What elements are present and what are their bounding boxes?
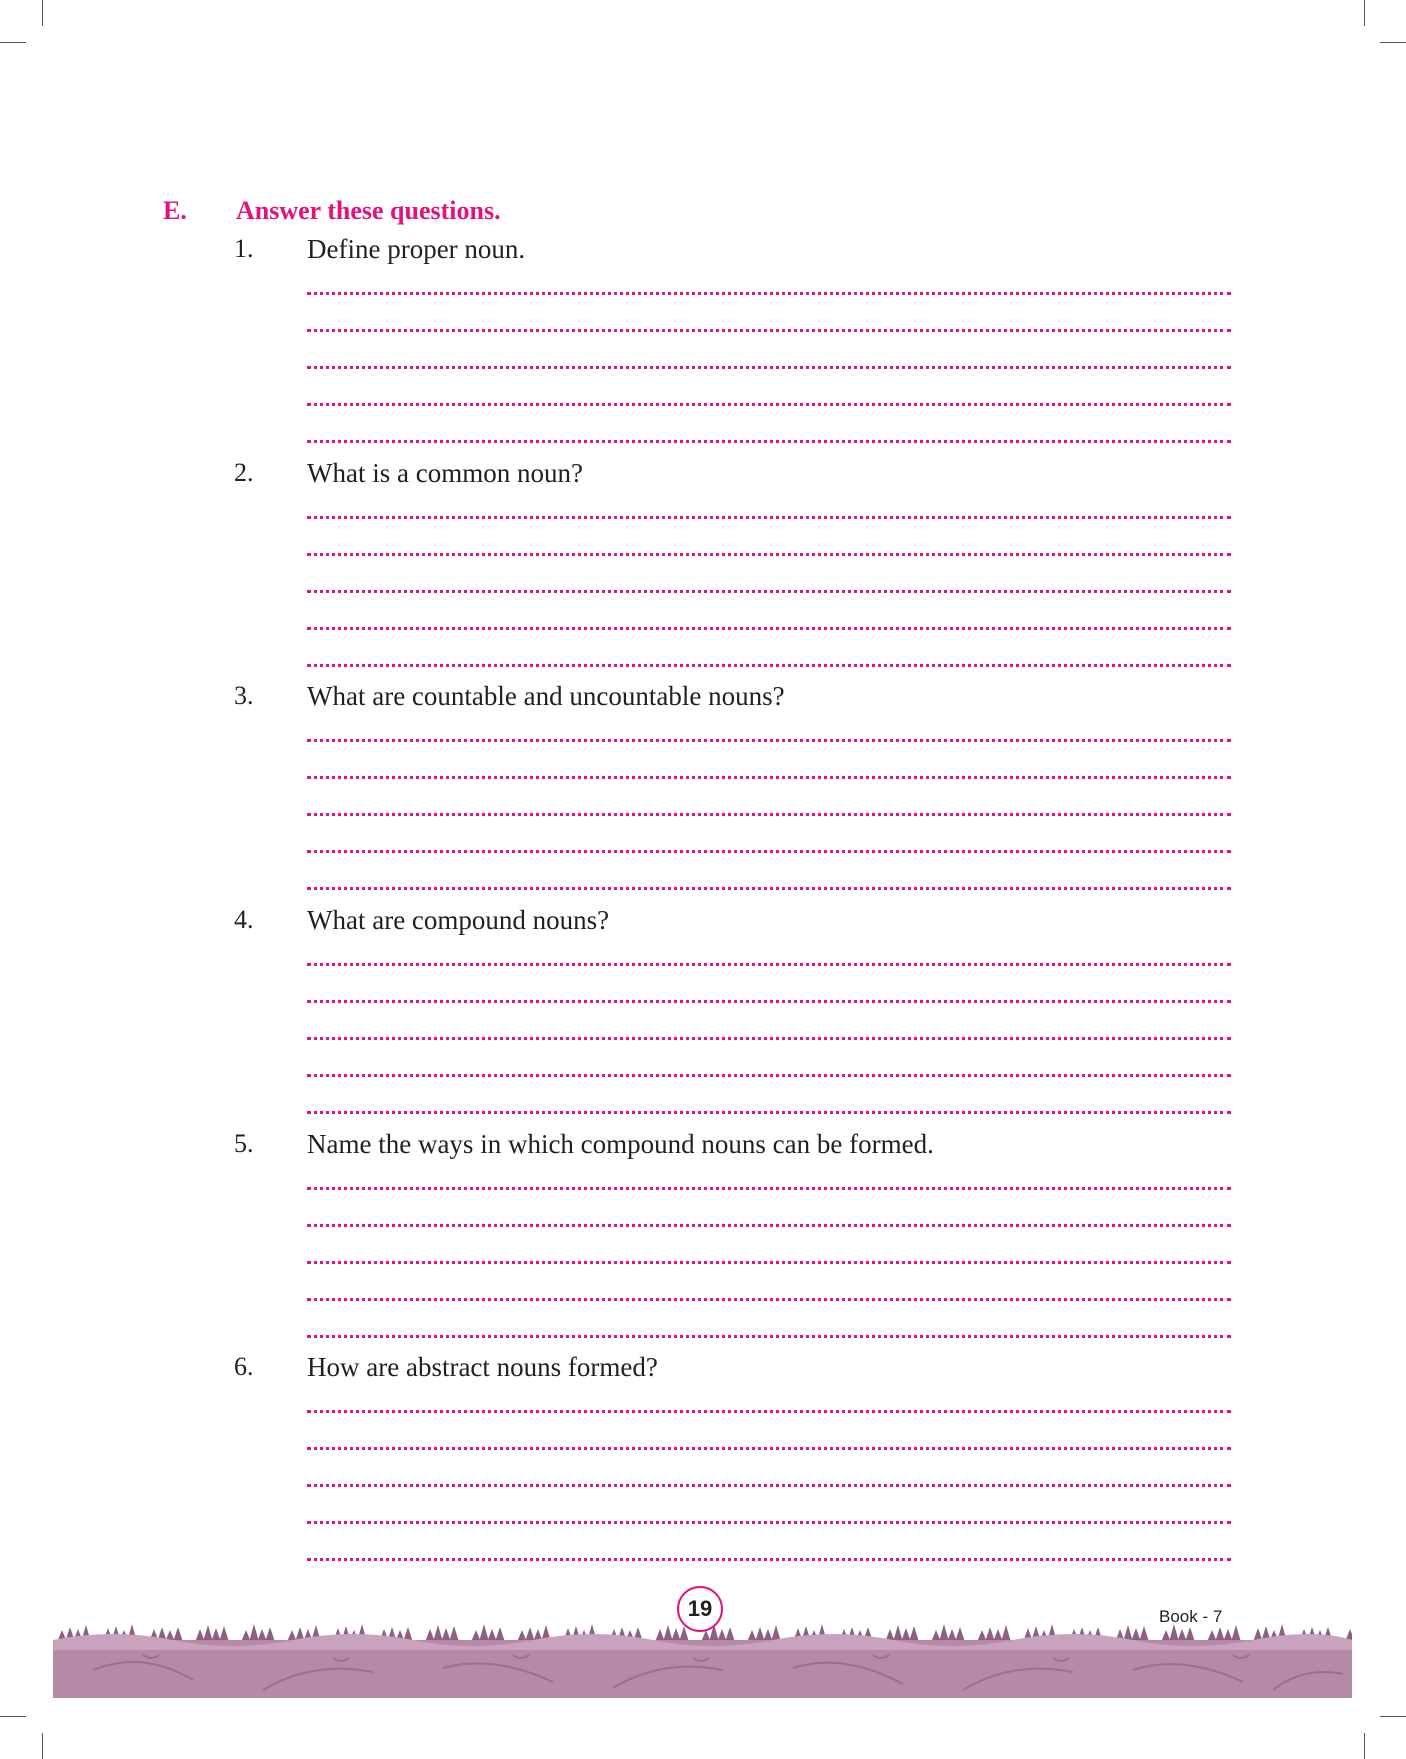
tree-icon (1001, 1625, 1011, 1642)
tree-icon (1139, 1626, 1149, 1642)
crop-mark (1364, 1733, 1365, 1759)
answer-line[interactable] (307, 627, 1231, 630)
answer-line[interactable] (307, 1521, 1231, 1524)
section-title: Answer these questions. (236, 196, 501, 225)
tree-icon (663, 1625, 673, 1642)
tree-icon (495, 1627, 505, 1642)
question-number: 6. (234, 1352, 254, 1381)
answer-line[interactable] (307, 664, 1231, 667)
answer-line[interactable] (307, 963, 1231, 966)
crop-mark (1380, 1716, 1406, 1717)
tree-icon (909, 1626, 919, 1642)
tree-icon (1215, 1627, 1225, 1642)
tree-icon (671, 1628, 681, 1642)
answer-line[interactable] (307, 329, 1231, 332)
section-letter: E. (163, 196, 187, 225)
answer-line[interactable] (307, 1074, 1231, 1077)
crop-mark (1380, 42, 1406, 43)
tree-icon (249, 1624, 259, 1642)
answer-line[interactable] (307, 1335, 1231, 1338)
tree-icon (901, 1628, 911, 1642)
tree-icon (955, 1627, 965, 1642)
answer-line[interactable] (307, 887, 1231, 890)
tree-icon (893, 1625, 903, 1642)
question-text: What are compound nouns? (307, 905, 610, 935)
question-number: 2. (234, 458, 254, 487)
answer-line[interactable] (307, 1187, 1231, 1190)
tree-icon (211, 1628, 221, 1642)
question-text: How are abstract nouns formed? (307, 1352, 658, 1382)
answer-line[interactable] (307, 553, 1231, 556)
book-label: Book - 7 (1159, 1607, 1223, 1626)
crop-mark (42, 1733, 43, 1759)
question-4 (0, 905, 1406, 1125)
answer-line[interactable] (307, 1000, 1231, 1003)
question-number: 5. (234, 1129, 254, 1158)
answer-line[interactable] (307, 1558, 1231, 1561)
crop-mark (1364, 0, 1365, 26)
answer-line[interactable] (307, 739, 1231, 742)
tree-icon (441, 1628, 451, 1642)
question-6 (0, 1352, 1406, 1572)
answer-line[interactable] (307, 1037, 1231, 1040)
answer-line[interactable] (307, 850, 1231, 853)
question-text: What are countable and uncountable nouns? (307, 681, 785, 711)
tree-icon (525, 1627, 535, 1642)
tree-icon (1185, 1627, 1195, 1642)
answer-line[interactable] (307, 590, 1231, 593)
answer-line[interactable] (307, 813, 1231, 816)
answer-line[interactable] (307, 292, 1231, 295)
answer-line[interactable] (307, 1484, 1231, 1487)
tree-icon (725, 1627, 735, 1642)
question-number: 4. (234, 905, 254, 934)
question-number: 1. (234, 234, 254, 263)
answer-line[interactable] (307, 1111, 1231, 1114)
answer-line[interactable] (307, 366, 1231, 369)
tree-icon (1231, 1625, 1241, 1642)
answer-line[interactable] (307, 1224, 1231, 1227)
question-2 (0, 458, 1406, 678)
tree-icon (265, 1627, 275, 1642)
question-text: What is a common noun? (307, 458, 583, 488)
tree-icon (1131, 1628, 1141, 1642)
page-number: 19 (677, 1586, 723, 1632)
answer-line[interactable] (307, 403, 1231, 406)
tree-icon (479, 1624, 489, 1642)
tree-icon (985, 1627, 995, 1642)
question-1 (0, 234, 1406, 454)
answer-line[interactable] (307, 440, 1231, 443)
tree-icon (203, 1625, 213, 1642)
answer-line[interactable] (307, 1410, 1231, 1413)
tree-icon (433, 1625, 443, 1642)
tree-icon (219, 1626, 229, 1642)
answer-line[interactable] (307, 1447, 1231, 1450)
question-3 (0, 681, 1406, 901)
question-number: 3. (234, 681, 254, 710)
tree-icon (449, 1626, 459, 1642)
answer-line[interactable] (307, 776, 1231, 779)
question-text: Name the ways in which compound nouns can be formed. (307, 1129, 934, 1159)
answer-line[interactable] (307, 516, 1231, 519)
question-text: Define proper noun. (307, 234, 526, 264)
tree-icon (755, 1627, 765, 1642)
question-5 (0, 1129, 1406, 1349)
tree-icon (939, 1624, 949, 1642)
tree-icon (173, 1627, 183, 1642)
crop-mark (0, 1716, 26, 1717)
answer-line[interactable] (307, 1298, 1231, 1301)
crop-mark (0, 42, 26, 43)
crop-mark (42, 0, 43, 26)
answer-line[interactable] (307, 1261, 1231, 1264)
